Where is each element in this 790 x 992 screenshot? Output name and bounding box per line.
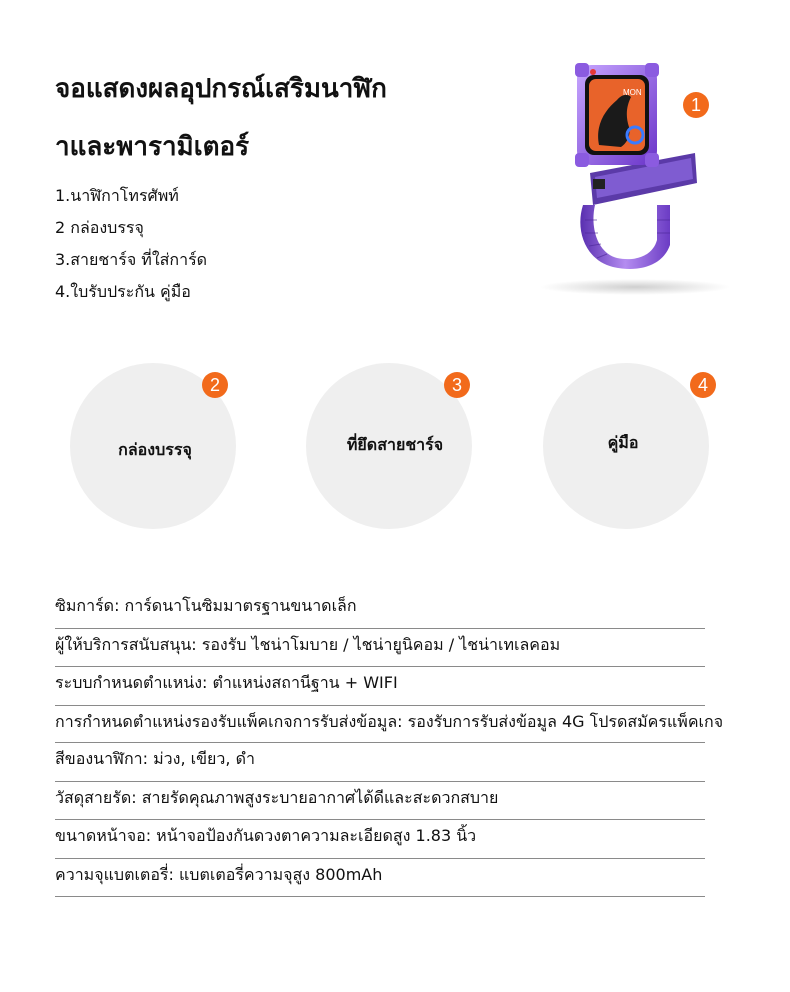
- package-item: 1.นาฬิกาโทรศัพท์: [55, 186, 179, 205]
- package-item: 2 กล่องบรรจุ: [55, 218, 144, 237]
- package-item: 3.สายชาร์จ ที่ใส่การ์ด: [55, 250, 208, 269]
- spec-row: ระบบกำหนดตำแหน่ง: ตำแหน่งสถานีฐาน + WIFI: [55, 667, 705, 706]
- accessory-label-manual: คู่มือ: [607, 433, 639, 452]
- watch-image: [535, 55, 735, 305]
- badge-manual: 4: [690, 372, 716, 398]
- spec-row: สีของนาฬิกา: ม่วง, เขียว, ดำ: [55, 743, 705, 782]
- accessory-label-box: กล่องบรรจุ: [118, 440, 192, 459]
- spec-row: ซิมการ์ด: การ์ดนาโนซิมมาตรฐานขนาดเล็ก: [55, 590, 705, 629]
- badge-charger: 3: [444, 372, 470, 398]
- svg-text:MON: MON: [623, 88, 642, 97]
- spec-row: การกำหนดตำแหน่งรองรับแพ็คเกจการรับส่งข้อมูล: รองรับการรับส่งข้อมูล 4G โปรดสมัครแพ็คเกจ: [55, 706, 790, 744]
- spec-row: ผู้ให้บริการสนับสนุน: รองรับ ไชน่าโมบาย / ไชน่ายูนิคอม / ไชน่าเทเลคอม: [55, 629, 705, 668]
- badge-box: 2: [202, 372, 228, 398]
- spec-row: ขนาดหน้าจอ: หน้าจอป้องกันดวงตาความละเอียดสูง 1.83 นิ้ว: [55, 820, 705, 859]
- page-title-line2: าและพารามิเตอร์: [55, 132, 250, 162]
- spec-row: วัสดุสายรัด: สายรัดคุณภาพสูงระบายอากาศได้ดีและสะดวกสบาย: [55, 782, 705, 821]
- badge-watch: 1: [683, 92, 709, 118]
- spec-list: [55, 590, 724, 897]
- spec-row: ความจุแบตเตอรี่: แบตเตอรี่ความจุสูง 800mAh: [55, 859, 705, 898]
- accessory-label-charger: ที่ยึดสายชาร์จ: [346, 435, 444, 454]
- page-title: [55, 60, 515, 176]
- package-contents-list: [55, 180, 207, 308]
- package-item: 4.ใบรับประกัน คู่มือ: [55, 282, 191, 301]
- page-title-line1: จอแสดงผลอุปกรณ์เสริมนาฬิก: [55, 74, 387, 104]
